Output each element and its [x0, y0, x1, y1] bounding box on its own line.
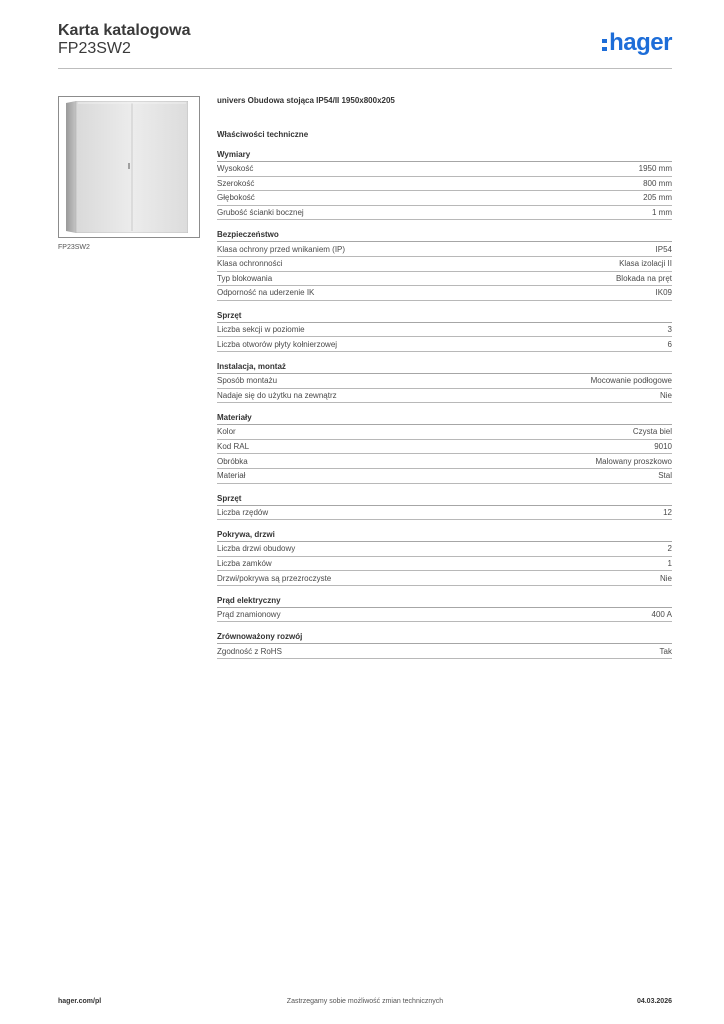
- spec-value: Nie: [659, 573, 672, 583]
- spec-row: [217, 374, 672, 389]
- spec-section: [217, 493, 672, 521]
- spec-section: [217, 529, 672, 586]
- spec-label: Liczba rzędów: [217, 507, 269, 517]
- product-image: [58, 96, 200, 238]
- spec-value: 3: [667, 325, 672, 335]
- logo-text: hager: [609, 29, 672, 56]
- spec-row: [217, 323, 672, 338]
- spec-row: [217, 644, 672, 659]
- spec-row: [217, 389, 672, 404]
- spec-label: Typ blokowania: [217, 273, 273, 283]
- spec-label: Materiał: [217, 471, 246, 481]
- spec-value: Klasa izolacji II: [619, 259, 672, 269]
- product-description: univers Obudowa stojąca IP54/II 1950x800x205: [217, 96, 395, 105]
- spec-row: [217, 454, 672, 469]
- section-title: Prąd elektryczny: [217, 595, 672, 608]
- logo-colon-icon: [602, 39, 607, 51]
- footer-date: 04.03.2026: [636, 998, 672, 1005]
- spec-label: Głębokość: [217, 193, 255, 203]
- spec-row: [217, 286, 672, 301]
- spec-value: 1 mm: [652, 208, 672, 218]
- spec-row: [217, 542, 672, 557]
- spec-label: Szerokość: [217, 178, 255, 188]
- spec-row: [217, 257, 672, 272]
- spec-row: [217, 440, 672, 455]
- spec-label: Obróbka: [217, 456, 248, 466]
- spec-label: Zgodność z RoHS: [217, 646, 282, 656]
- spec-row: [217, 425, 672, 440]
- spec-label: Klasa ochronności: [217, 259, 283, 269]
- spec-value: 9010: [654, 442, 672, 452]
- spec-row: [217, 191, 672, 206]
- spec-section: [217, 631, 672, 659]
- spec-value: 6: [667, 339, 672, 349]
- spec-label: Liczba zamków: [217, 558, 272, 568]
- spec-label: Nadaje się do użytku na zewnątrz: [217, 390, 337, 400]
- spec-value: 800 mm: [643, 178, 672, 188]
- spec-sections: [217, 149, 672, 659]
- page-header: [58, 20, 672, 68]
- spec-row: [217, 337, 672, 352]
- footer-disclaimer: Zastrzegamy sobie możliwość zmian technicznych: [286, 998, 444, 1005]
- document-title: Karta katalogowa: [58, 22, 191, 39]
- spec-section: [217, 595, 672, 623]
- spec-value: 400 A: [651, 610, 672, 620]
- spec-value: Blokada na pręt: [615, 273, 672, 283]
- section-title: Sprzęt: [217, 493, 672, 506]
- product-code: FP23SW2: [58, 40, 131, 57]
- spec-section: [217, 310, 672, 352]
- spec-row: [217, 177, 672, 192]
- footer-website: hager.com/pl: [58, 998, 102, 1005]
- section-title: Sprzęt: [217, 310, 672, 323]
- spec-label: Liczba sekcji w poziomie: [217, 325, 305, 335]
- spec-label: Odporność na uderzenie IK: [217, 288, 315, 298]
- spec-value: 12: [663, 507, 672, 517]
- spec-label: Prąd znamionowy: [217, 610, 281, 620]
- spec-value: IP54: [655, 244, 672, 254]
- section-title: Materiały: [217, 412, 672, 425]
- spec-row: [217, 608, 672, 623]
- spec-value: IK09: [655, 288, 672, 298]
- spec-row: [217, 162, 672, 177]
- spec-value: Czysta biel: [632, 427, 672, 437]
- spec-value: 1950 mm: [638, 164, 672, 174]
- section-title: Bezpieczeństwo: [217, 229, 672, 242]
- product-image-caption: FP23SW2: [58, 244, 90, 251]
- technical-specification: [217, 95, 672, 668]
- section-title: Pokrywa, drzwi: [217, 529, 672, 542]
- cabinet-image-icon: [66, 101, 188, 233]
- spec-label: Wysokość: [217, 164, 254, 174]
- spec-value: 1: [667, 558, 672, 568]
- spec-label: Drzwi/pokrywa są przezroczyste: [217, 573, 332, 583]
- spec-value: Nie: [659, 390, 672, 400]
- section-title: Zrównoważony rozwój: [217, 631, 672, 644]
- spec-row: [217, 557, 672, 572]
- spec-value: Stal: [658, 471, 672, 481]
- spec-label: Kod RAL: [217, 442, 250, 452]
- spec-row: [217, 206, 672, 221]
- spec-label: Klasa ochrony przed wnikaniem (IP): [217, 244, 346, 254]
- spec-row: [217, 571, 672, 586]
- spec-row: [217, 242, 672, 257]
- spec-section: [217, 149, 672, 220]
- spec-section: [217, 229, 672, 300]
- spec-section: [217, 412, 672, 483]
- spec-label: Kolor: [217, 427, 236, 437]
- spec-value: Tak: [659, 646, 672, 656]
- spec-label: Liczba otworów płyty kołnierzowej: [217, 339, 338, 349]
- spec-value: Malowany proszkowo: [595, 456, 672, 466]
- spec-value: 205 mm: [643, 193, 672, 203]
- spec-label: Liczba drzwi obudowy: [217, 544, 296, 554]
- spec-row: [217, 506, 672, 521]
- spec-row: [217, 469, 672, 484]
- section-title: Instalacja, montaż: [217, 361, 672, 374]
- spec-label: Sposób montażu: [217, 376, 278, 386]
- header-divider: [58, 68, 672, 69]
- spec-value: 2: [667, 544, 672, 554]
- spec-row: [217, 272, 672, 287]
- page-footer: [58, 998, 672, 1010]
- hager-logo: [602, 28, 672, 58]
- spec-value: Mocowanie podłogowe: [590, 376, 672, 386]
- spec-section: [217, 361, 672, 403]
- section-title: Wymiary: [217, 149, 672, 162]
- spec-label: Grubość ścianki bocznej: [217, 208, 304, 218]
- properties-heading: Właściwości techniczne: [217, 130, 309, 139]
